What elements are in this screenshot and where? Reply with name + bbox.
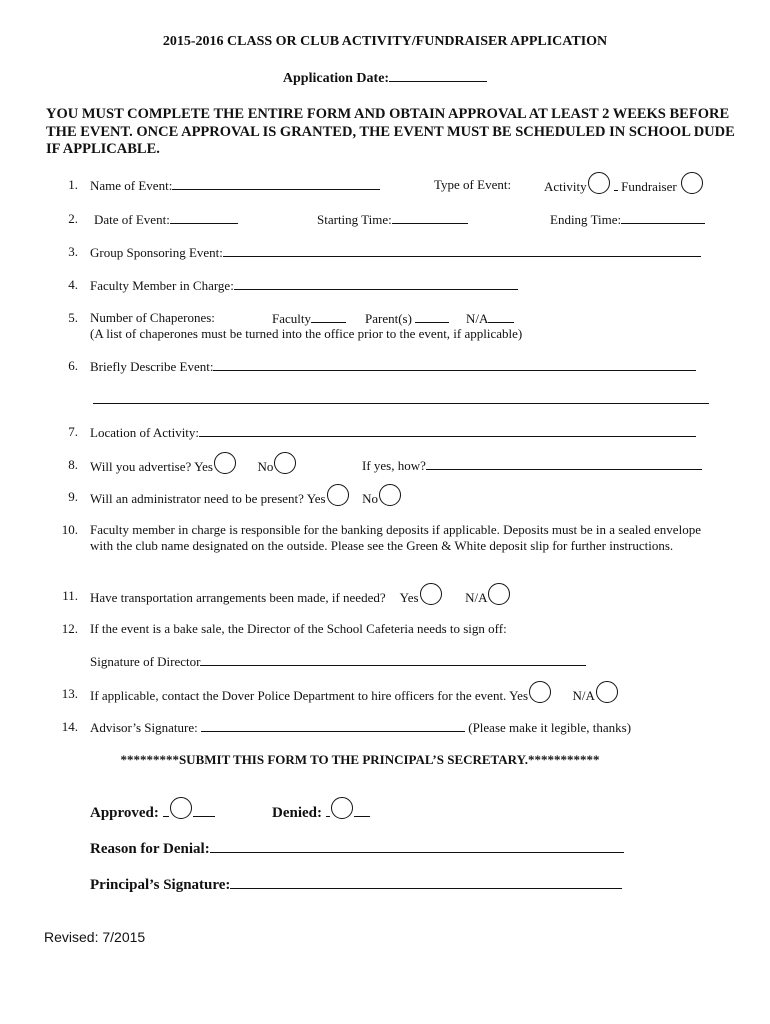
event-name-field[interactable] — [172, 177, 380, 190]
application-date-label: Application Date: — [282, 71, 390, 86]
describe-field[interactable] — [213, 358, 696, 371]
parents-label: Parent(s) — [365, 311, 412, 326]
faculty-count-field[interactable] — [311, 310, 346, 323]
chaperones-faculty — [272, 310, 346, 327]
item-number: 8. — [68, 457, 78, 472]
police-na-radio[interactable] — [596, 681, 618, 703]
transport-yes-label: Yes — [399, 590, 419, 605]
denial-reason-label: Reason for Denial: — [90, 841, 210, 857]
faculty-label: Faculty — [272, 311, 311, 326]
start-time-row — [317, 211, 468, 228]
na-field[interactable] — [488, 310, 514, 323]
location-row — [90, 424, 696, 441]
item-number: 2. — [68, 211, 78, 226]
event-name-row — [90, 177, 380, 194]
banking-instructions: Faculty member in charge is responsible for the banking deposits if applicable. Deposits must be in a sealed envelope with the club name designated on the outside. Please see the Green & White deposit slip for further instructions. — [90, 522, 701, 553]
advertise-yes-radio[interactable] — [214, 452, 236, 474]
director-sig-row — [90, 653, 586, 670]
advertise-how-label: If yes, how? — [362, 458, 426, 473]
parents-count-field[interactable] — [415, 310, 449, 323]
item-number: 10. — [61, 522, 78, 537]
advertise-label: Will you advertise? — [90, 459, 192, 474]
event-type-label: Type of Event: — [434, 177, 512, 192]
denied-row — [272, 797, 370, 822]
location-label: Location of Activity: — [90, 425, 200, 440]
approved-label: Approved: — [90, 805, 159, 821]
denial-reason-row — [90, 838, 624, 858]
event-date-field[interactable] — [170, 211, 238, 224]
start-time-field[interactable] — [392, 211, 468, 224]
advertise-no-radio[interactable] — [274, 452, 296, 474]
director-sig-label: Signature of Director — [90, 654, 201, 669]
event-date-label: Date of Event: — [94, 212, 170, 227]
principal-sig-field[interactable] — [230, 874, 622, 889]
fundraiser-radio[interactable] — [681, 172, 703, 194]
form-title: 2015-2016 CLASS OR CLUB ACTIVITY/FUNDRAISER APPLICATION — [162, 34, 608, 49]
admin-label: Will an administrator need to be present? — [90, 491, 304, 506]
describe-field-2[interactable] — [93, 391, 709, 404]
advertise-how-row — [362, 457, 702, 474]
describe-row-2 — [93, 391, 709, 408]
chaperones-na — [466, 310, 514, 327]
faculty-charge-label: Faculty Member in Charge: — [90, 278, 234, 293]
event-type-options — [544, 172, 704, 195]
advisor-sig-label: Advisor’s Signature: — [90, 720, 198, 735]
advertise-yes-label: Yes — [194, 459, 213, 474]
principal-sig-label: Principal’s Signature: — [90, 877, 231, 893]
police-label: If applicable, contact the Dover Police Department to hire officers for the event. — [90, 688, 507, 703]
fundraiser-label: Fundraiser — [621, 179, 677, 194]
item-number: 7. — [68, 424, 78, 439]
director-sig-field[interactable] — [200, 653, 586, 666]
police-yes-radio[interactable] — [529, 681, 551, 703]
describe-label: Briefly Describe Event: — [90, 359, 214, 374]
event-name-label: Name of Event: — [90, 178, 173, 193]
admin-yes-radio[interactable] — [327, 484, 349, 506]
application-date-field[interactable] — [389, 69, 487, 82]
item-number: 12. — [61, 621, 78, 636]
end-time-field[interactable] — [621, 211, 705, 224]
activity-label: Activity — [544, 179, 587, 194]
application-date-row — [0, 69, 770, 87]
describe-row — [90, 358, 696, 375]
item-number: 11. — [62, 588, 78, 603]
group-field[interactable] — [223, 244, 701, 257]
bake-sale-note: If the event is a bake sale, the Director of the School Cafeteria needs to sign off: — [90, 621, 507, 636]
chaperones-parents — [365, 310, 449, 327]
item-number: 13. — [61, 686, 78, 701]
submit-instruction: *********SUBMIT THIS FORM TO THE PRINCIPAL’S SECRETARY.*********** — [120, 752, 600, 767]
approved-radio[interactable] — [170, 797, 192, 819]
location-field[interactable] — [199, 424, 696, 437]
chaperones-label: Number of Chaperones: — [90, 310, 215, 325]
chaperone-note: (A list of chaperones must be turned into the office prior to the event, if applicable) — [90, 326, 523, 341]
approved-row — [90, 797, 215, 822]
denied-radio[interactable] — [331, 797, 353, 819]
transport-row — [90, 583, 511, 606]
item-number: 9. — [68, 489, 78, 504]
event-date-row — [94, 211, 238, 228]
advisor-sig-row — [90, 719, 631, 736]
faculty-charge-row — [90, 277, 518, 294]
transport-na-radio[interactable] — [488, 583, 510, 605]
group-label: Group Sponsoring Event: — [90, 245, 223, 260]
item-number: 3. — [68, 244, 78, 259]
admin-row — [90, 484, 402, 507]
revised-date: Revised: 7/2015 — [44, 929, 146, 945]
advertise-how-field[interactable] — [426, 457, 702, 470]
transport-na-label: N/A — [465, 590, 488, 605]
advisor-sig-field[interactable] — [201, 719, 465, 732]
police-na-label: N/A — [572, 688, 595, 703]
transport-yes-radio[interactable] — [420, 583, 442, 605]
advertise-no-label: No — [257, 459, 274, 474]
item-number: 14. — [61, 719, 78, 734]
admin-no-label: No — [362, 491, 378, 506]
legible-note: (Please make it legible, thanks) — [468, 720, 632, 735]
admin-no-radio[interactable] — [379, 484, 401, 506]
denial-reason-field[interactable] — [210, 838, 624, 853]
police-row — [90, 681, 619, 704]
item-number: 4. — [68, 277, 78, 292]
start-time-label: Starting Time: — [317, 212, 392, 227]
admin-yes-label: Yes — [306, 491, 326, 506]
group-row — [90, 244, 701, 261]
denied-label: Denied: — [272, 805, 322, 821]
principal-sig-row — [90, 874, 622, 894]
advertise-row — [90, 452, 297, 475]
item-number: 5. — [68, 310, 78, 325]
end-time-label: Ending Time: — [550, 212, 622, 227]
item-number: 1. — [68, 177, 78, 192]
end-time-row — [550, 211, 705, 228]
faculty-charge-field[interactable] — [234, 277, 518, 290]
activity-radio[interactable] — [588, 172, 610, 194]
police-yes-label: Yes — [509, 688, 529, 703]
transport-label: Have transportation arrangements been made, if needed? — [90, 590, 386, 605]
na-label: N/A — [466, 311, 489, 326]
approval-warning: YOU MUST COMPLETE THE ENTIRE FORM AND OBTAIN APPROVAL AT LEAST 2 WEEKS BEFORE THE EVENT. ONCE APPROVAL IS GRANTED, THE EVENT MUST BE SCHEDULED IN SCHOOL DUDE IF APPLICABLE. — [46, 106, 735, 157]
item-number: 6. — [68, 358, 78, 373]
